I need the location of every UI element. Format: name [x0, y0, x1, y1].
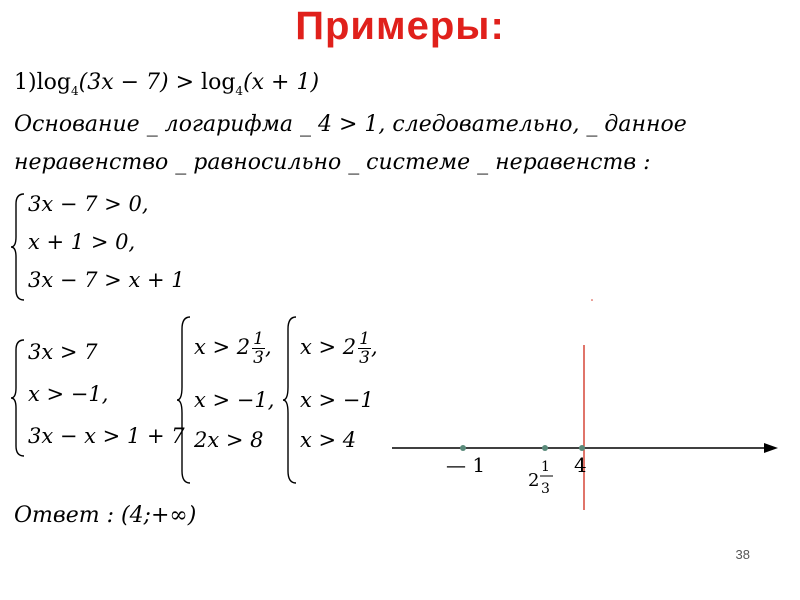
log-left-arg: (3x − 7) [78, 70, 169, 95]
log-left: log [36, 70, 71, 95]
fraction-one-third: $\frac{1}{3}$ [253, 329, 264, 368]
system1-row-1: 3x − 7 > 0, [28, 192, 149, 216]
system1-row-2: x + 1 > 0, [28, 230, 136, 254]
page-number: 38 [735, 547, 750, 562]
system2-row-1: 3x > 7 [28, 340, 98, 364]
label-four: 4 [574, 453, 587, 477]
relation-sign: > [175, 70, 195, 95]
system3-row-1: x > 2 $\frac{1}{3}$ , [194, 329, 272, 368]
point-four [579, 445, 585, 451]
system4-row-1-text: x > 2 [300, 335, 357, 359]
fraction-one-third: $\frac{1}{3}$ [359, 329, 370, 368]
point-minus-one [460, 445, 466, 451]
system3-row-1-text: x > 2 [194, 335, 251, 359]
system1-row-3: 3x − 7 > x + 1 [28, 268, 185, 292]
label-minus-one: — 1 [446, 453, 486, 477]
explanation-line-1: Основание _ логарифма _ 4 > 1, следовательно, _ данное [14, 112, 687, 137]
label-mixed-den: 3 [541, 481, 550, 497]
system4-row-3: x > 4 [300, 428, 357, 452]
system4-row-2: x > −1 [300, 388, 374, 412]
slide-title: Примеры: [295, 4, 505, 48]
problem-number: 1) [14, 70, 37, 95]
label-mixed-num: 1 [541, 459, 550, 475]
system3-row-2: x > −1, [194, 388, 275, 412]
log-base-left: 4 [70, 84, 79, 98]
explanation-line-2: неравенство _ равносильно _ системе _ неравенств : [14, 150, 651, 175]
system3-row-3: 2x > 8 [194, 428, 264, 452]
point-two-one-third [542, 445, 548, 451]
log-right: log [201, 70, 236, 95]
answer: Ответ : (4;+∞) [14, 503, 197, 528]
system2-row-3: 3x − x > 1 + 7 [28, 424, 185, 448]
axis-arrow-icon [764, 443, 778, 453]
label-mixed-whole: 2 [528, 470, 540, 491]
system2-row-2: x > −1, [28, 382, 109, 406]
log-right-arg: (x + 1) [243, 70, 320, 95]
system4-row-1: x > 2 $\frac{1}{3}$ , [300, 329, 378, 368]
stray-dot [591, 299, 593, 301]
log-base-right: 4 [235, 84, 244, 98]
